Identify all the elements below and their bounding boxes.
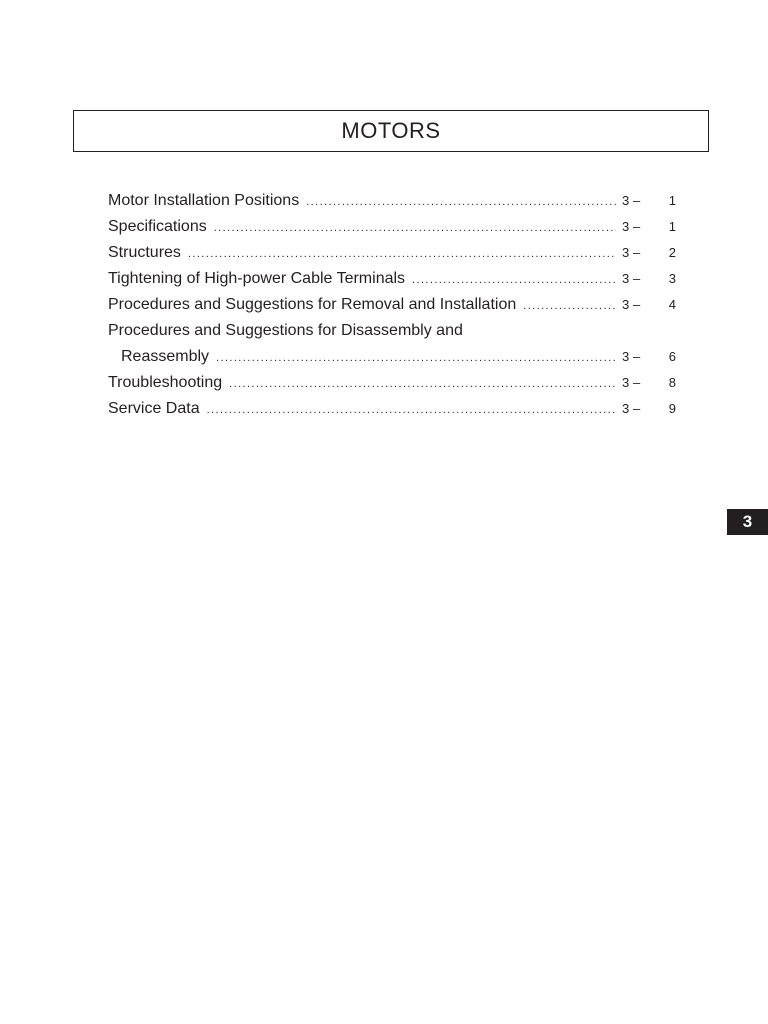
toc-entry-specifications[interactable] xyxy=(108,218,680,244)
toc-chapter-number: 3 xyxy=(622,401,630,416)
dot-leader xyxy=(306,196,616,208)
toc-entry-service-data[interactable] xyxy=(108,400,680,426)
toc-page-ref xyxy=(622,297,680,312)
toc-entry-label: Service Data xyxy=(108,400,200,417)
toc-entry-label: Procedures and Suggestions for Disassembly and xyxy=(108,322,463,339)
section-title-box xyxy=(73,110,709,152)
toc-chapter-number: 3 xyxy=(622,219,630,234)
toc-page-ref xyxy=(622,401,680,416)
toc-page-ref xyxy=(622,193,680,208)
toc-entry-label: Structures xyxy=(108,244,181,261)
table-of-contents xyxy=(108,192,680,426)
chapter-tab-label: 3 xyxy=(742,512,753,531)
toc-page-number: 9 xyxy=(668,401,676,416)
dot-leader xyxy=(412,274,616,286)
toc-entry-tightening-cable-terminals[interactable] xyxy=(108,270,680,296)
page-title: MOTORS xyxy=(341,118,441,143)
toc-page-dash: – xyxy=(633,219,641,234)
toc-page-number: 4 xyxy=(668,297,676,312)
dot-leader xyxy=(523,300,616,312)
dot-leader xyxy=(229,378,616,390)
toc-entry-label: Reassembly xyxy=(121,348,210,365)
toc-page-dash: – xyxy=(633,271,641,286)
toc-page-ref xyxy=(622,271,680,286)
toc-chapter-number: 3 xyxy=(622,245,630,260)
toc-entry-label: Procedures and Suggestions for Removal and Installation xyxy=(108,296,517,313)
toc-page-number: 3 xyxy=(668,271,676,286)
toc-page-dash: – xyxy=(633,401,641,416)
toc-entry-troubleshooting[interactable] xyxy=(108,374,680,400)
toc-entry-label: Specifications xyxy=(108,218,207,235)
toc-page-dash: – xyxy=(633,193,641,208)
toc-entry-structures[interactable] xyxy=(108,244,680,270)
toc-chapter-number: 3 xyxy=(622,193,630,208)
toc-page-ref xyxy=(622,375,680,390)
chapter-tab[interactable] xyxy=(727,509,768,535)
toc-page-number: 8 xyxy=(668,375,676,390)
dot-leader xyxy=(207,404,616,416)
toc-chapter-number: 3 xyxy=(622,297,630,312)
toc-page-dash: – xyxy=(633,297,641,312)
toc-page-dash: – xyxy=(633,349,641,364)
toc-chapter-number: 3 xyxy=(622,375,630,390)
toc-chapter-number: 3 xyxy=(622,349,630,364)
toc-page-number: 6 xyxy=(668,349,676,364)
toc-entry-label: Tightening of High-power Cable Terminals xyxy=(108,270,406,287)
toc-page-number: 1 xyxy=(668,219,676,234)
toc-page-ref xyxy=(622,245,680,260)
toc-page-dash: – xyxy=(633,375,641,390)
toc-chapter-number: 3 xyxy=(622,271,630,286)
toc-entry-label: Motor Installation Positions xyxy=(108,192,300,209)
toc-entry-motor-installation-positions[interactable] xyxy=(108,192,680,218)
toc-page-ref xyxy=(622,349,680,364)
dot-leader xyxy=(214,222,616,234)
toc-entry-label: Troubleshooting xyxy=(108,374,223,391)
toc-page-number: 1 xyxy=(668,193,676,208)
toc-entry-removal-installation[interactable] xyxy=(108,296,680,322)
toc-page-number: 2 xyxy=(668,245,676,260)
toc-entry-disassembly-reassembly-continued[interactable] xyxy=(108,348,680,374)
toc-page-ref xyxy=(622,219,680,234)
dot-leader xyxy=(188,248,616,260)
toc-page-dash: – xyxy=(633,245,641,260)
dot-leader xyxy=(216,352,616,364)
toc-entry-disassembly-reassembly[interactable] xyxy=(108,322,680,348)
